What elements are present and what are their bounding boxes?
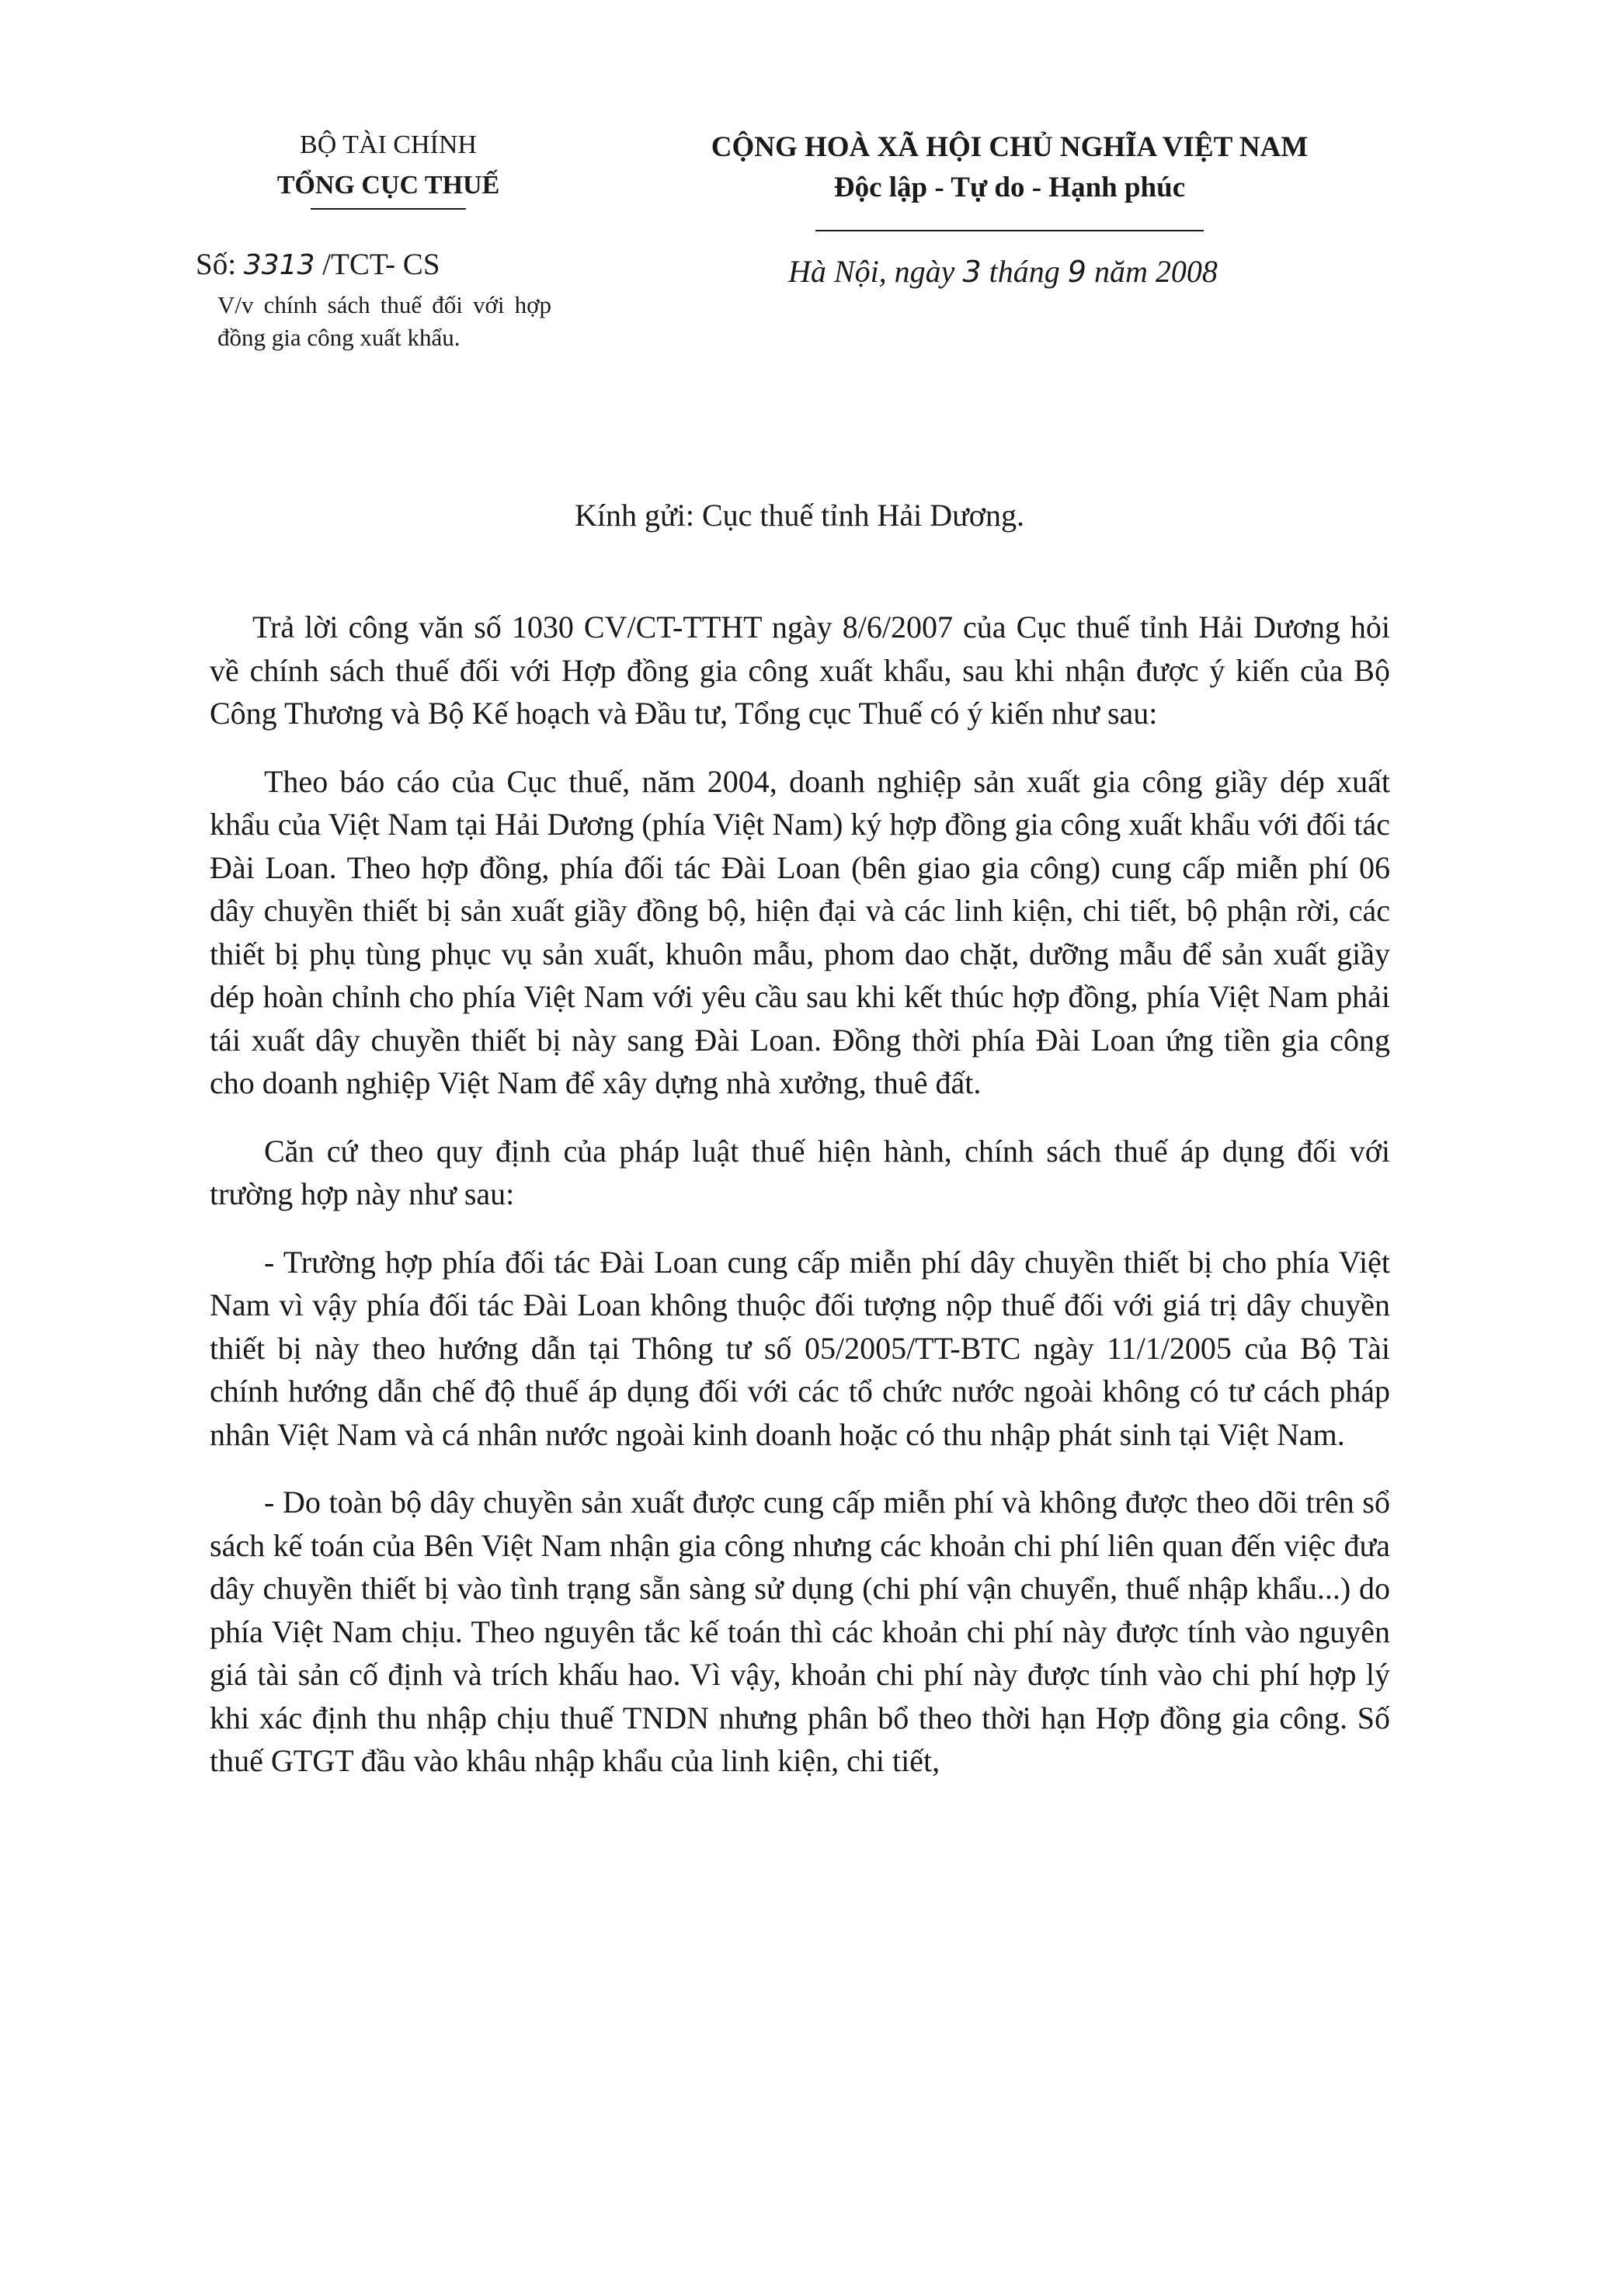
header-divider-left (311, 208, 466, 210)
document-number-suffix: /TCT- CS (322, 248, 440, 281)
date-day: 3 (962, 255, 982, 289)
document-number (196, 247, 440, 282)
document-number-prefix: Số: (196, 248, 237, 281)
body-paragraph-3: Căn cứ theo quy định của pháp luật thuế hiện hành, chính sách thuế áp dụng đối với trường hợp này như sau: (210, 1133, 1390, 1211)
place-date (788, 253, 1218, 290)
body-paragraph-1: Trả lời công văn số 1030 CV/CT-TTHT ngày 8/6/2007 của Cục thuế tỉnh Hải Dương hỏi về chính sách thuế đối với Hợp đồng gia công xuất khẩu, sau khi nhận được ý kiến của Bộ Công Thương và Bộ Kế hoạch và Đầu tư, Tổng cục Thuế có ý kiến như sau: (210, 610, 1390, 731)
document-number-handwritten: 3313 (243, 249, 315, 281)
month-label: tháng (989, 254, 1060, 289)
body-paragraph-5: - Do toàn bộ dây chuyền sản xuất được cung cấp miễn phí và không được theo dõi trên sổ sách kế toán của Bên Việt Nam nhận gia công nhưng các khoản chi phí liên quan đến việc đưa dây chuyền thiết bị vào tình trạng sẵn sàng sử dụng (chi phí vận chuyển, thuế nhập khẩu...) do phía Việt Nam chịu. Theo nguyên tắc kế toán thì các khoản chi phí này được tính vào nguyên giá tài sản cố định và trích khấu hao. Vì vậy, khoản chi phí này được tính vào chi phí hợp lý khi xác định thu nhập chịu thuế TNDN nhưng phân bổ theo thời hạn Hợp đồng gia công. Số thuế GTGT đầu vào khâu nhập khẩu của linh kiện, chi tiết, (210, 1485, 1390, 1778)
body-paragraph-4: - Trường hợp phía đối tác Đài Loan cung cấp miễn phí dây chuyền thiết bị cho phía Việt Nam vì vậy phía đối tác Đài Loan không thuộc đối tượng nộp thuế đối với giá trị dây chuyền thiết bị này theo hướng dẫn tại Thông tư số 05/2005/TT-BTC ngày 11/1/2005 của Bộ Tài chính hướng dẫn chế độ thuế áp dụng đối với các tổ chức nước ngoài không có tư cách pháp nhân Việt Nam và cá nhân nước ngoài kinh doanh hoặc có thu nhập phát sinh tại Việt Nam. (210, 1244, 1390, 1452)
ministry-name: BỘ TÀI CHÍNH (300, 130, 477, 159)
document-subject: V/v chính sách thuế đối với hợp đồng gia công xuất khẩu. (217, 291, 551, 351)
header-divider-right (815, 230, 1204, 231)
body-paragraph-2: Theo báo cáo của Cục thuế, năm 2004, doanh nghiệp sản xuất gia công giầy dép xuất khẩu của Việt Nam tại Hải Dương (phía Việt Nam) ký hợp đồng gia công xuất khẩu với đối tác Đài Loan. Theo hợp đồng, phía đối tác Đài Loan (bên giao gia công) cung cấp miễn phí 06 dây chuyền thiết bị sản xuất giầy đồng bộ, hiện đại và các linh kiện, chi tiết, bộ phận rời, các thiết bị phụ tùng phục vụ sản xuất, khuôn mẫu, phom dao chặt, dưỡng mẫu để sản xuất giầy dép hoàn chỉnh cho phía Việt Nam với yêu cầu sau khi kết thúc hợp đồng, phía Việt Nam phải tái xuất dây chuyền thiết bị này sang Đài Loan. Đồng thời phía Đài Loan ứng tiền gia công cho doanh nghiệp Việt Nam để xây dựng nhà xưởng, thuê đất. (210, 763, 1390, 1100)
department-name: TỔNG CỤC THUẾ (276, 171, 500, 200)
year-label: năm 2008 (1093, 254, 1218, 289)
national-title: CỘNG HOÀ XÃ HỘI CHỦ NGHĨA VIỆT NAM (711, 131, 1309, 163)
place-label: Hà Nội, ngày (788, 254, 955, 289)
recipient-line: Kính gửi: Cục thuế tỉnh Hải Dương. (575, 498, 1024, 533)
document-body (210, 606, 1390, 1808)
national-motto: Độc lập - Tự do - Hạnh phúc (833, 172, 1186, 203)
date-month: 9 (1067, 255, 1086, 289)
